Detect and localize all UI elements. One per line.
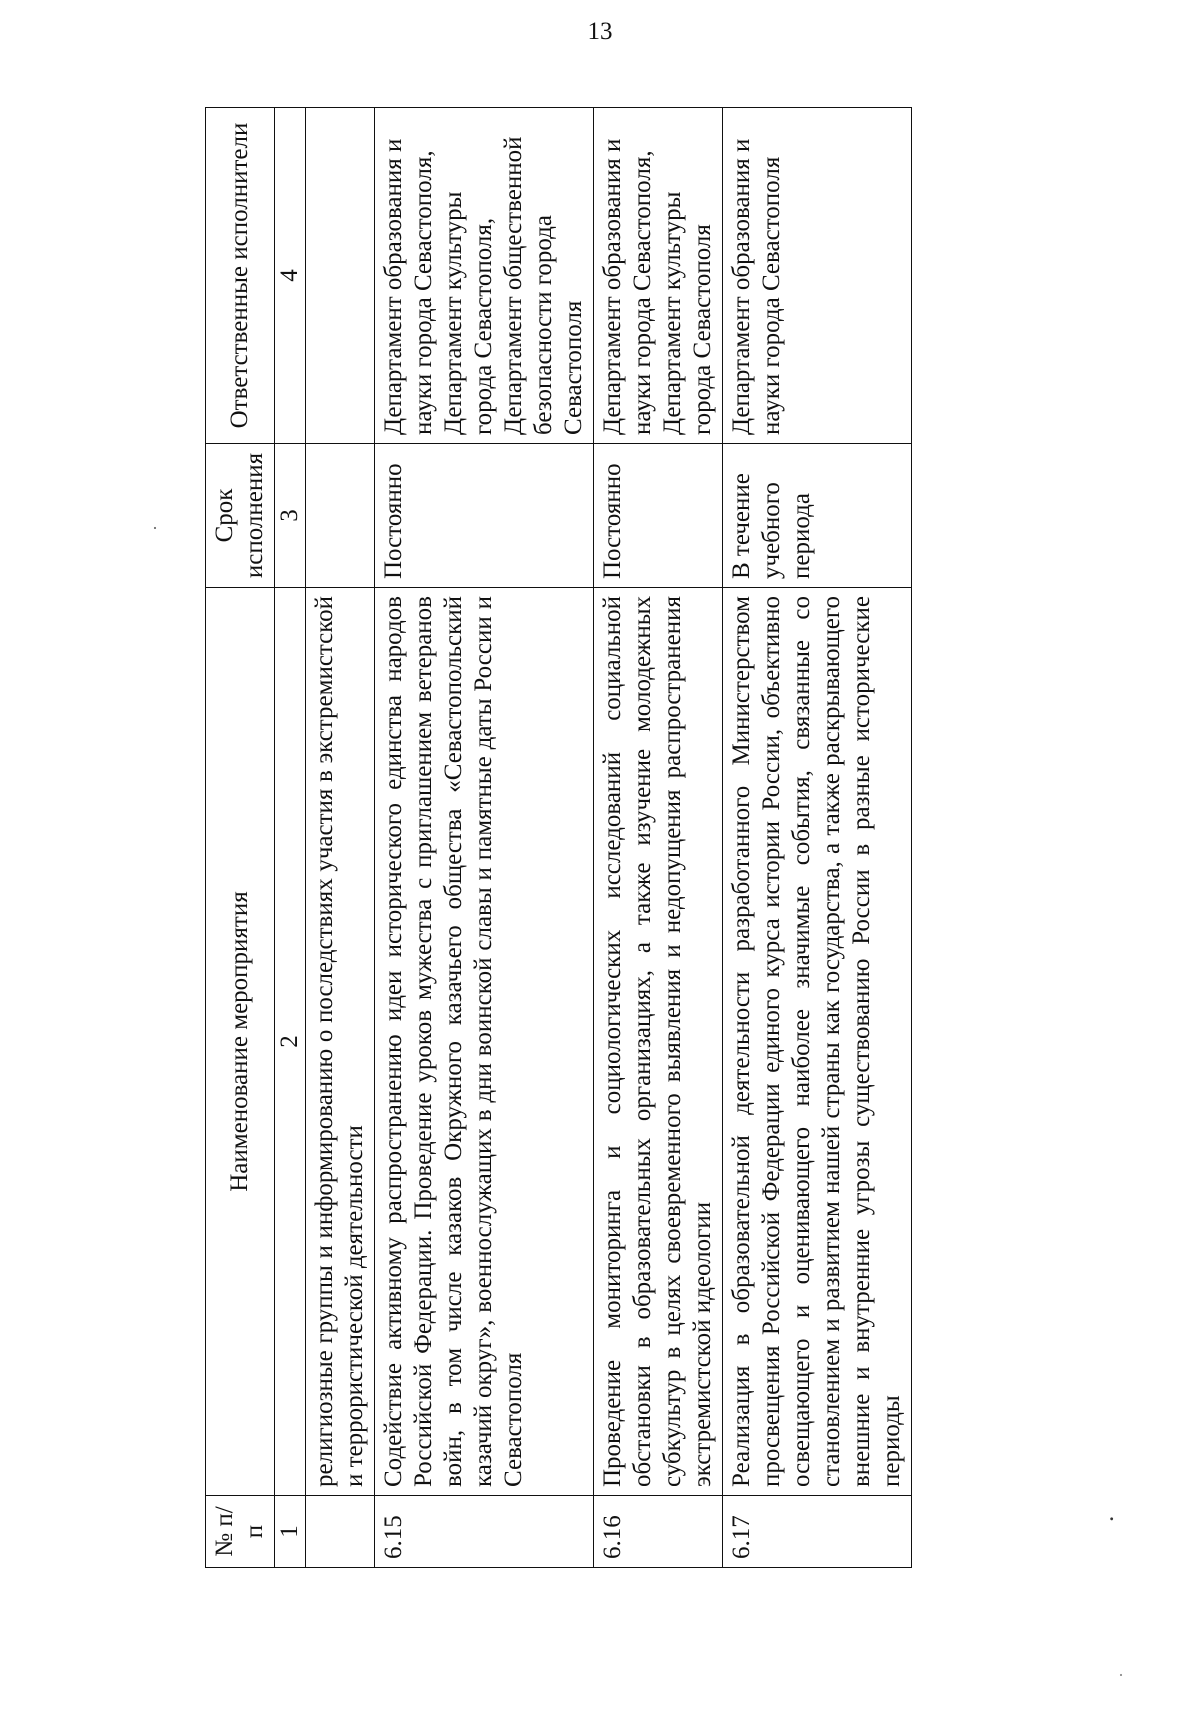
scan-speck: · [152, 518, 158, 538]
table-row [594, 108, 723, 1568]
row-num: 6.16 [594, 1496, 723, 1568]
row-executors [306, 108, 375, 444]
row-deadline: Постоянно [594, 444, 723, 588]
page-number: 13 [587, 18, 613, 45]
table-frame [205, 108, 1195, 1568]
scan-speck: ․ [1108, 1500, 1116, 1525]
row-num: 6.17 [723, 1496, 912, 1568]
column-number: 3 [275, 444, 306, 588]
header-num: № п/п [206, 1496, 275, 1568]
row-deadline: В течение учебного периода [723, 444, 912, 588]
row-executors: Департамент образования и науки города Севастополя, Департамент культуры города Севастополя, Департамент общественной безопасности города Севастополя [375, 108, 594, 444]
row-name: Реализация в образовательной деятельности разработанного Министерством просвещения Российской Федерации единого курса истории России, объективно освещающего и оценивающего наиболее значимые события, связанные со становлением и развитием нашей страны как государства, а также раскрывающего внешние и внутренние угрозы существованию России в разные исторические периоды [723, 588, 912, 1496]
row-executors: Департамент образования и науки города Севастополя [723, 108, 912, 444]
row-num: 6.15 [375, 1496, 594, 1568]
header-executors: Ответственные исполнители [206, 108, 275, 444]
row-name: Проведение мониторинга и социологических исследований социальной обстановки в образовательных организациях, а также изучение молодежных субкультур в целях своевременного выявления и недопущения распространения экстремистской идеологии [594, 588, 723, 1496]
row-deadline [306, 444, 375, 588]
row-executors: Департамент образования и науки города Севастополя, Департамент культуры города Севастополя [594, 108, 723, 444]
measures-table [205, 107, 912, 1568]
header-row [206, 108, 275, 1568]
row-name: Содействие активному распространению идеи исторического единства народов Российской Федерации. Проведение уроков мужества с приглашением ветеранов войн, в том числе казаков Окружного казачьего общества «Севастопольский казачий округ», военнослужащих в дни воинской славы и памятные даты России и Севастополя [375, 588, 594, 1496]
row-num [306, 1496, 375, 1568]
column-number: 1 [275, 1496, 306, 1568]
rotated-table-container [205, 108, 1195, 1568]
column-number: 2 [275, 588, 306, 1496]
header-name: Наименование мероприятия [206, 588, 275, 1496]
scan-speck: · [1118, 1665, 1124, 1685]
table-row [306, 108, 375, 1568]
column-number-row [275, 108, 306, 1568]
header-deadline: Срок исполнения [206, 444, 275, 588]
column-number: 4 [275, 108, 306, 444]
row-name: религиозные группы и информированию о последствиях участия в экстремистской и террористической деятельности [306, 588, 375, 1496]
table-row [375, 108, 594, 1568]
row-deadline: Постоянно [375, 444, 594, 588]
table-row [723, 108, 912, 1568]
